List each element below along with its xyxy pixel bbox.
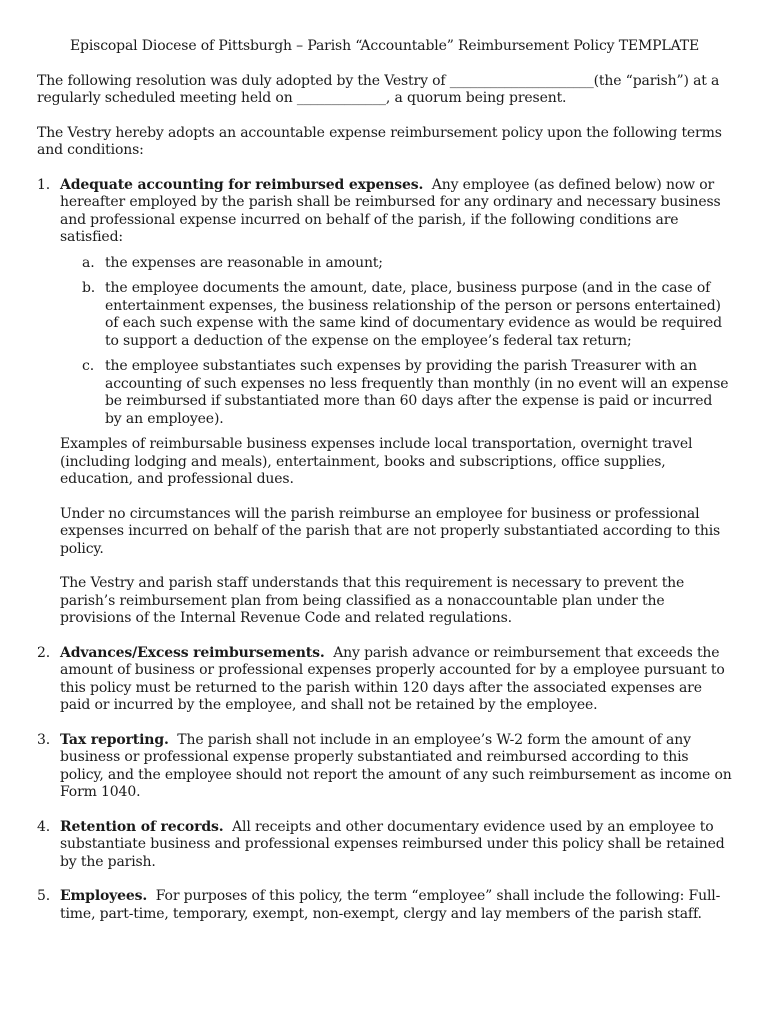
item-text: The parish shall not include in an employee’s W-2 form the amount of any business or professional expense properly substantiated and reimbursed according to this policy, and the employee should not report the amount of any such reimbursement as income on Form 1040.	[60, 731, 732, 800]
subitem-letter: c.	[82, 358, 94, 374]
item-number: 3.	[37, 731, 51, 748]
subitem-letter: a.	[82, 254, 95, 271]
item-number: 1.	[37, 176, 51, 193]
item-text: All receipts and other documentary evidence used by an employee to substantiate business and professional expenses reimbursed under this policy shall be retained by the parish.	[60, 818, 725, 870]
policy-item-4	[37, 819, 732, 872]
subitem-c	[60, 358, 732, 428]
subitem-a	[60, 255, 732, 273]
subitem-letter: b.	[82, 280, 96, 296]
item-text: Any employee (as defined below) now or hereafter employed by the parish shall be reimbursed for any ordinary and necessary business and professional expense incurred on behalf of the parish, if the following conditions are satisfied:	[60, 176, 721, 245]
item-body	[60, 177, 732, 247]
policy-item-2	[37, 645, 732, 715]
item-number: 2.	[37, 644, 51, 661]
document-title: Episcopal Diocese of Pittsburgh – Parish “Accountable” Reimbursement Policy TEMPLATE	[69, 38, 700, 54]
policy-item-3	[37, 732, 732, 802]
item-heading: Retention of records.	[60, 818, 224, 835]
item-heading: Tax reporting.	[60, 731, 169, 748]
substantiation-paragraph: Under no circumstances will the parish reimburse an employee for business or professional expenses incurred on behalf of the parish that are not properly substantiated according to this policy.	[60, 505, 721, 557]
policy-item-5	[37, 888, 732, 923]
item-body	[60, 819, 732, 872]
item-body	[60, 888, 732, 923]
item-number: 5.	[37, 888, 51, 904]
intro-paragraph: The following resolution was duly adopted by the Vestry of _____________________(the “parish”) at a regularly scheduled meeting held on _____________, a quorum being present.	[37, 72, 720, 106]
item-text: Any parish advance or reimbursement that exceeds the amount of business or professional expenses properly accounted for by a employee pursuant to this policy must be returned to the parish within 120 days after the associated expenses are paid or incurred by the employee, and shall not be retained by the employee.	[60, 644, 725, 713]
item-heading: Employees.	[60, 888, 148, 904]
item-body	[60, 645, 732, 715]
item-body	[60, 732, 732, 802]
item-heading: Adequate accounting for reimbursed expenses.	[60, 176, 424, 193]
subitem-text: the employee documents the amount, date, place, business purpose (and in the case of entertainment expenses, the business relationship of the person or persons entertained) of each such expense with the same kind of documentary evidence as would be required to support a deduction of the expense on the employee’s federal tax return;	[105, 280, 722, 349]
subitem-text: the employee substantiates such expenses by providing the parish Treasurer with an accounting of such expenses no less frequently than monthly (in no event will an expense be reimbursed if substantiated more than 60 days after the expense is paid or incurred by an employee).	[105, 358, 729, 427]
item-number: 4.	[37, 818, 51, 835]
item-text: For purposes of this policy, the term “employee” shall include the following: Full-time, part-time, temporary, exempt, non-exempt, clergy and lay members of the parish staff.	[60, 888, 721, 922]
examples-paragraph: Examples of reimbursable business expenses include local transportation, overnight travel (including lodging and meals), entertainment, books and subscriptions, office supplies, education, and professional dues.	[60, 436, 693, 487]
item-heading: Advances/Excess reimbursements.	[60, 644, 325, 661]
subitem-b	[60, 280, 732, 350]
policy-item-1	[37, 177, 732, 628]
subitem-text: the expenses are reasonable in amount;	[105, 254, 383, 271]
requirement-paragraph: The Vestry and parish staff understands that this requirement is necessary to prevent the parish’s reimbursement plan from being classified as a nonaccountable plan under the provisions of the Internal Revenue Code and related regulations.	[60, 575, 685, 626]
adoption-paragraph: The Vestry hereby adopts an accountable expense reimbursement policy upon the following terms and conditions:	[37, 124, 722, 158]
